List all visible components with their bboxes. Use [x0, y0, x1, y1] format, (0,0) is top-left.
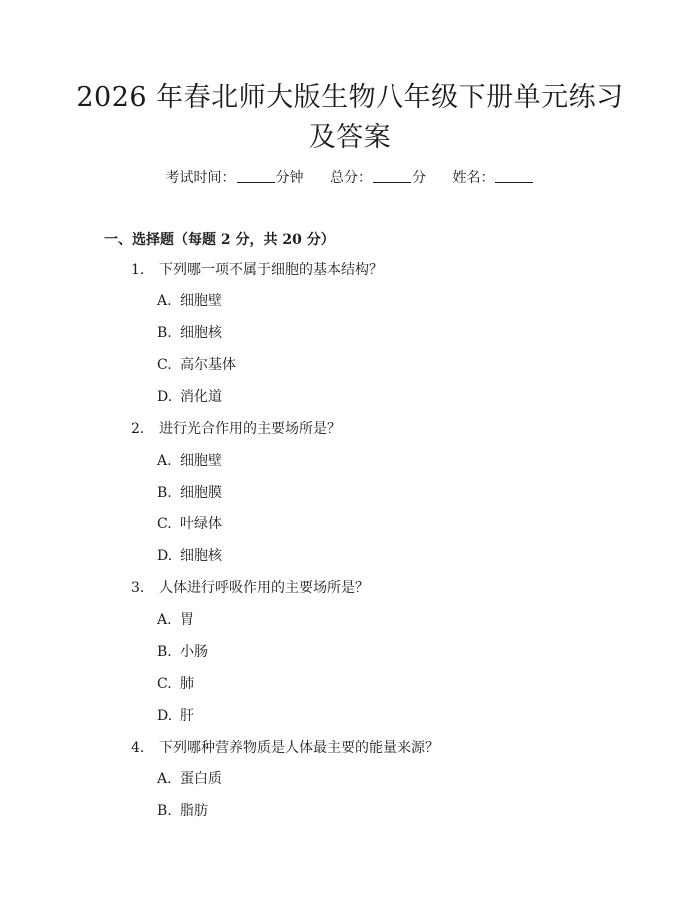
option-text: 细胞壁 [180, 293, 222, 309]
question-text: 下列哪一项不属于细胞的基本结构？ [159, 262, 383, 278]
option-text: 消化道 [180, 389, 222, 405]
question-2-option-c [157, 514, 222, 534]
exam-time-field [166, 168, 304, 188]
question-4-option-a [157, 769, 222, 789]
option-text: 叶绿体 [180, 516, 222, 532]
option-letter: B. [157, 485, 172, 501]
question-3 [131, 578, 369, 598]
question-3-option-d [157, 706, 194, 726]
question-3-option-a [157, 610, 194, 630]
option-text: 高尔基体 [180, 357, 236, 373]
question-number: 4. [131, 740, 145, 756]
question-2-option-a [157, 451, 222, 471]
section-title-choice: 一、选择题（每题 2 分，共 20 分） [104, 232, 335, 248]
question-1-option-a [157, 291, 222, 311]
exam-time-label: 考试时间： [165, 170, 236, 186]
option-text: 细胞膜 [180, 485, 222, 501]
question-text: 进行光合作用的主要场所是？ [159, 421, 341, 437]
total-score-field [330, 168, 426, 188]
document-title [60, 78, 640, 158]
option-text: 胃 [180, 612, 194, 628]
student-name-label: 姓名： [452, 170, 495, 186]
option-letter: A. [157, 453, 172, 469]
total-score-label: 总分： [330, 170, 372, 186]
option-letter: C. [157, 516, 172, 532]
student-name-field [452, 168, 534, 188]
question-1-option-b [157, 323, 222, 343]
question-number: 2. [131, 421, 145, 437]
document-title-line-1: 2026 年春北师大版生物八年级下册单元练习 [76, 82, 624, 113]
option-letter: D. [157, 708, 173, 724]
total-score-unit: 分 [412, 170, 426, 186]
question-1-option-d [157, 387, 222, 407]
option-letter: A. [157, 771, 172, 787]
question-number: 3. [131, 580, 145, 596]
student-name-blank [495, 169, 533, 183]
option-letter: A. [157, 612, 172, 628]
option-letter: B. [157, 644, 172, 660]
option-text: 细胞核 [180, 325, 222, 341]
exam-info-row [0, 168, 700, 188]
total-score-blank [373, 169, 411, 183]
exam-time-blank [237, 169, 275, 183]
question-4-option-b [157, 801, 208, 821]
question-2-option-d [157, 546, 222, 566]
exam-time-unit: 分钟 [275, 170, 304, 186]
question-text: 人体进行呼吸作用的主要场所是？ [159, 580, 369, 596]
question-3-option-b [157, 642, 208, 662]
option-letter: C. [157, 676, 172, 692]
question-3-option-c [157, 674, 194, 694]
option-letter: A. [157, 293, 172, 309]
question-text: 下列哪种营养物质是人体最主要的能量来源？ [159, 740, 439, 756]
option-letter: D. [157, 548, 173, 564]
question-4 [131, 738, 439, 758]
option-letter: C. [157, 357, 172, 373]
option-text: 肝 [180, 708, 194, 724]
question-1 [131, 260, 383, 280]
option-text: 蛋白质 [180, 771, 222, 787]
option-letter: B. [157, 803, 172, 819]
question-2 [131, 419, 341, 439]
option-letter: D. [157, 389, 173, 405]
question-1-option-c [157, 355, 236, 375]
option-text: 细胞核 [180, 548, 222, 564]
option-text: 脂肪 [180, 803, 208, 819]
option-text: 细胞壁 [180, 453, 222, 469]
document-title-line-2: 及答案 [308, 122, 392, 153]
option-letter: B. [157, 325, 172, 341]
option-text: 肺 [180, 676, 194, 692]
question-number: 1. [131, 262, 145, 278]
question-2-option-b [157, 483, 222, 503]
option-text: 小肠 [180, 644, 208, 660]
